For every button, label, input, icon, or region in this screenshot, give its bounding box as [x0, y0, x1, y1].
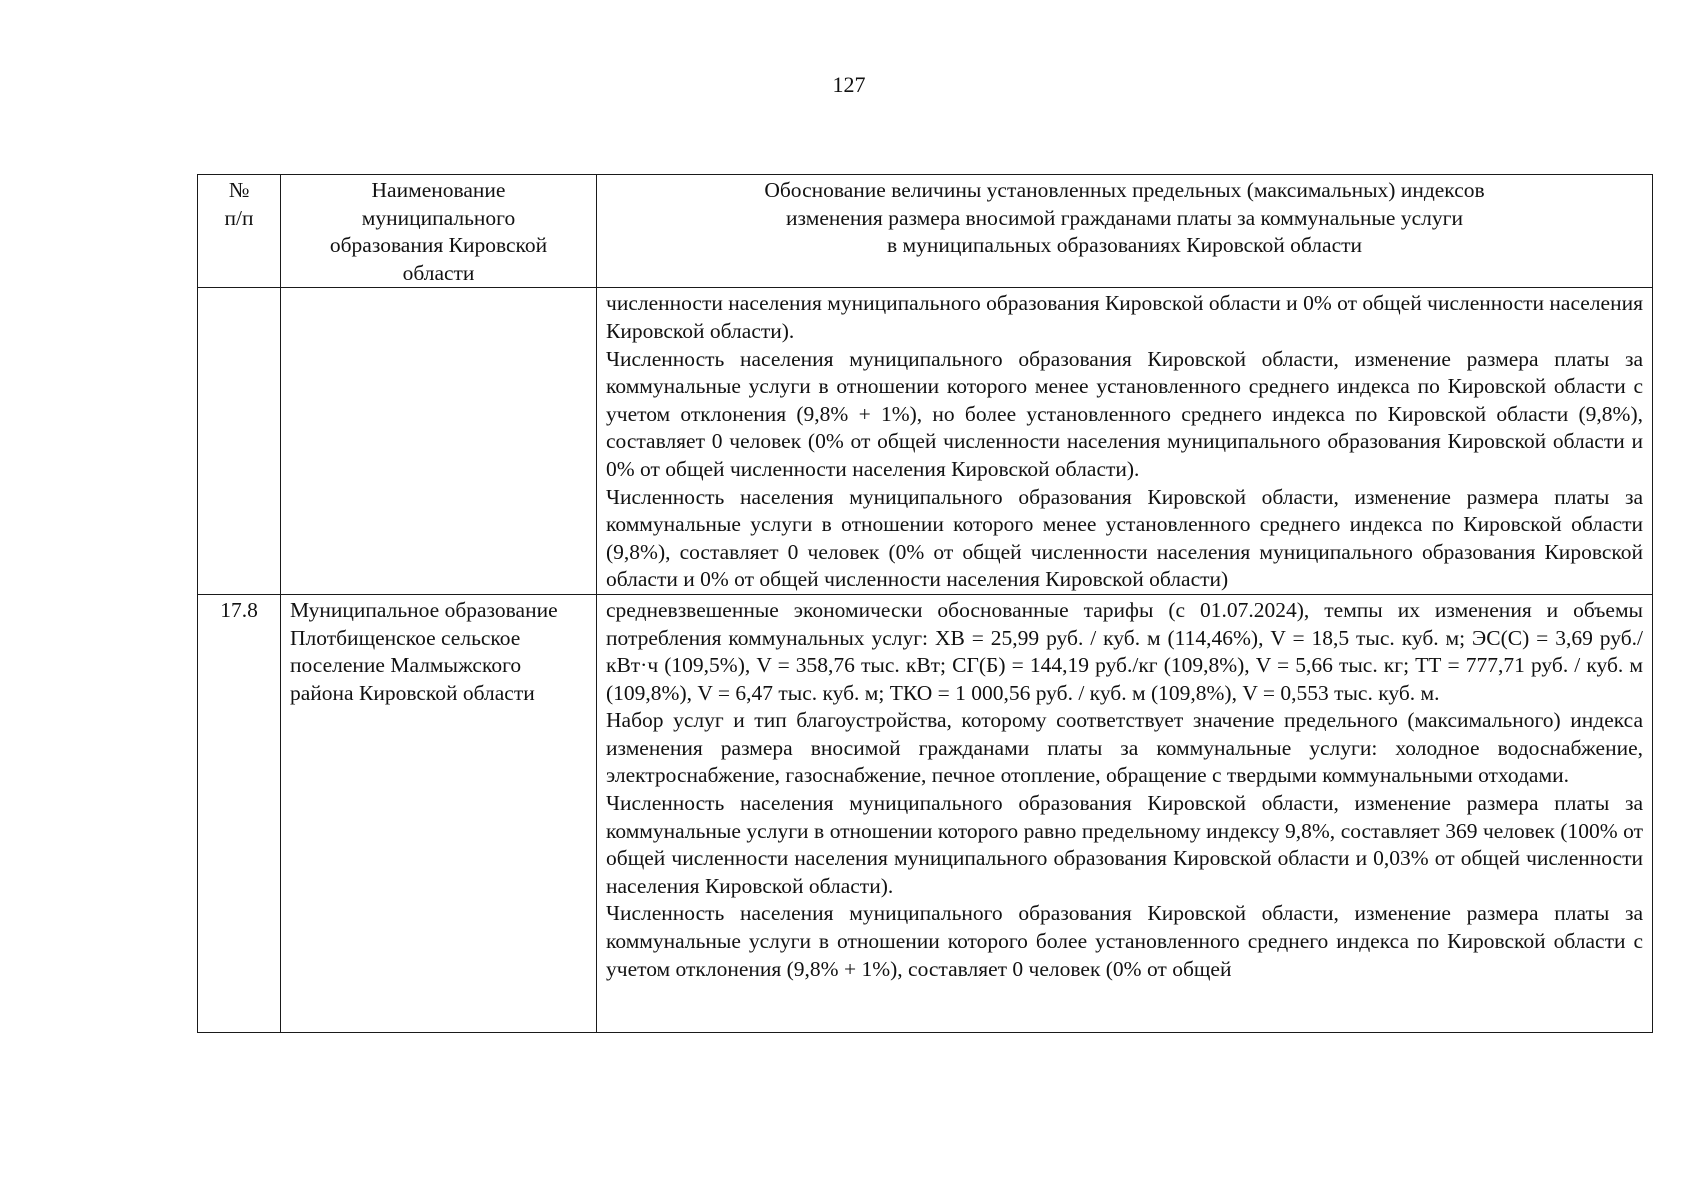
header-num — [198, 175, 281, 288]
header-name-line: образования Кировской — [329, 233, 548, 258]
table-row — [198, 594, 1653, 1032]
header-num-line: № — [228, 178, 250, 202]
row-name — [281, 288, 597, 595]
header-name-line: области — [402, 260, 475, 285]
table-row — [198, 288, 1653, 595]
row-num — [198, 288, 281, 595]
paragraph: средневзвешенные экономически обоснованные тарифы (с 01.07.2024), темпы их изменения и объемы потребления коммунальных услуг: ХВ = 25,99 руб. / куб. м (114,46%), V = 18,5 тыс. куб. м; ЭС(С) = 3,69 руб./кВт·ч (109,5%), V = 358,76 тыс. кВт; СГ(Б) = 144,19 руб./кг (109,8%), V = 5,66 тыс. кг; ТТ = 777,71 руб. / куб. м (109,8%), V = 6,47 тыс. куб. м; ТКО = 1 000,56 руб. / куб. м (109,8%), V = 0,553 тыс. куб. м. — [606, 597, 1643, 705]
page-number: 127 — [832, 72, 866, 97]
header-name-line: муниципального — [361, 205, 516, 230]
header-num-line: п/п — [224, 205, 254, 230]
row-justification — [597, 594, 1653, 1032]
row-justification — [597, 288, 1653, 595]
header-name-line: Наименование — [371, 178, 506, 202]
paragraph: Численность населения муниципального образования Кировской области, изменение размера платы за коммунальные услуги в отношении которого равно предельному индексу 9,8%, составляет 369 человек (100% от общей численности населения муниципального образования Кировской области и 0,03% от общей численности населения Кировской области). — [606, 791, 1643, 898]
tariff-justification-table — [197, 174, 1653, 1033]
paragraph: Численность населения муниципального образования Кировской области, изменение размера платы за коммунальные услуги в отношении которого более установленного среднего индекса по Кировской области с учетом отклонения (9,8% + 1%), составляет 0 человек (0% от общей — [606, 901, 1643, 981]
header-justification-line: в муниципальных образованиях Кировской области — [886, 233, 1363, 258]
table-header-row — [198, 175, 1653, 288]
paragraph: численности населения муниципального образования Кировской области и 0% от общей численности населения Кировской области). — [606, 291, 1643, 343]
header-name — [281, 175, 597, 288]
header-justification — [597, 175, 1653, 288]
row-num: 17.8 — [198, 594, 281, 1032]
header-justification-line: изменения размера вносимой гражданами платы за коммунальные услуги — [786, 205, 1463, 230]
paragraph: Набор услуг и тип благоустройства, которому соответствует значение предельного (максимального) индекса изменения размера вносимой гражданами платы за коммунальные услуги: холодное водоснабжение, электроснабжение, газоснабжение, печное отопление, обращение с твердыми коммунальными отходами. — [606, 708, 1643, 788]
row-justification-content — [606, 597, 1643, 1032]
row-name: Муниципальное образование Плотбищенское сельское поселение Малмыжского района Кировской области — [281, 594, 597, 1032]
paragraph: Численность населения муниципального образования Кировской области, изменение размера платы за коммунальные услуги в отношении которого менее установленного среднего индекса по Кировской области (9,8%), составляет 0 человек (0% от общей численности населения муниципального образования Кировской области и 0% от общей численности населения Кировской области) — [606, 484, 1643, 592]
header-justification-line: Обоснование величины установленных предельных (максимальных) индексов — [764, 178, 1485, 202]
paragraph: Численность населения муниципального образования Кировской области, изменение размера платы за коммунальные услуги в отношении которого менее установленного среднего индекса по Кировской области с учетом отклонения (9,8% + 1%), но более установленного среднего индекса по Кировской области (9,8%), составляет 0 человек (0% от общей численности населения муниципального образования Кировской области и 0% от общей численности населения Кировской области). — [606, 346, 1643, 481]
